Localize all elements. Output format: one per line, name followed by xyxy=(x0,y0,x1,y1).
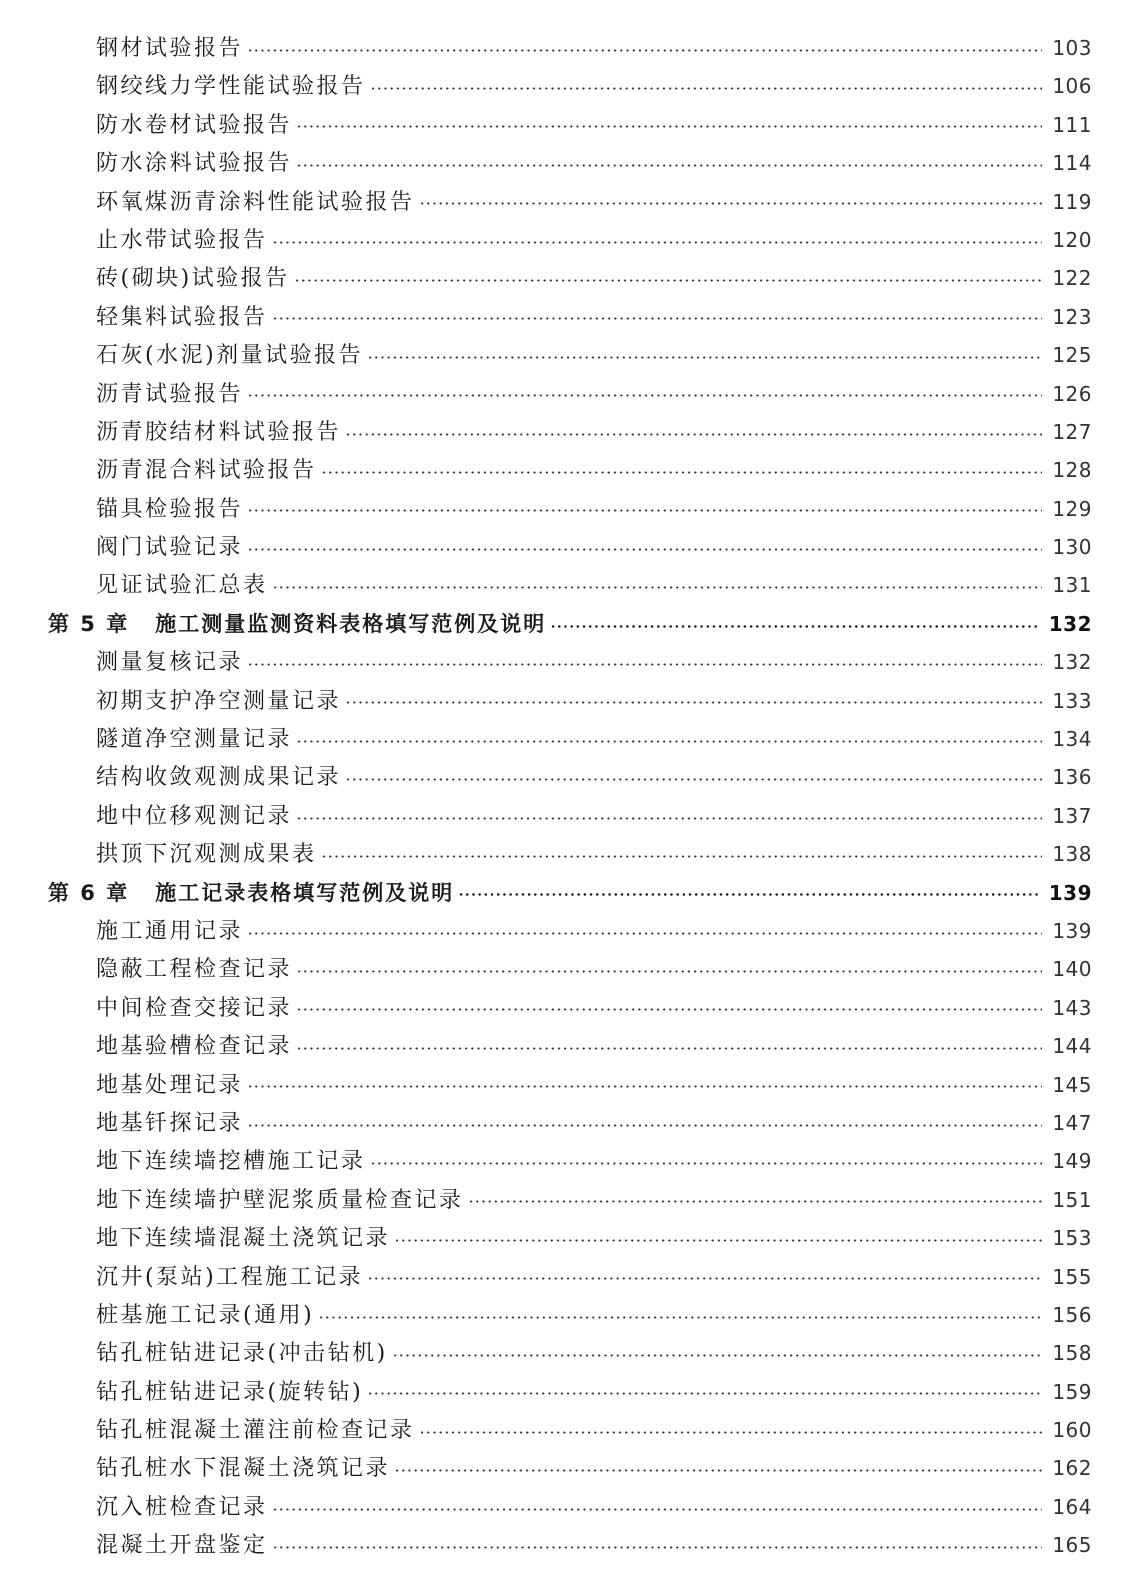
dot-leader xyxy=(272,317,1043,320)
toc-entry-row[interactable] xyxy=(0,1526,1134,1564)
page-number: 155 xyxy=(1052,1264,1092,1289)
toc-entry-row[interactable] xyxy=(0,912,1134,950)
page-number: 114 xyxy=(1052,151,1092,176)
chapter-title xyxy=(48,874,454,912)
toc-row-content xyxy=(96,29,1092,67)
entry-title: 结构收敛观测成果记录 xyxy=(96,765,342,791)
page-number: 153 xyxy=(1052,1226,1092,1251)
page-number: 130 xyxy=(1052,535,1092,560)
page-number: 151 xyxy=(1052,1187,1092,1212)
page-number: 111 xyxy=(1052,112,1092,137)
page-number: 139 xyxy=(1052,918,1092,943)
toc-row-content xyxy=(96,1334,1092,1372)
entry-title: 见证试验汇总表 xyxy=(96,573,268,599)
entry-title: 止水带试验报告 xyxy=(96,227,268,253)
dot-leader xyxy=(296,740,1042,743)
toc-row-content xyxy=(96,144,1092,182)
page-number: 137 xyxy=(1052,803,1092,828)
toc-entry-row[interactable] xyxy=(0,413,1134,451)
toc-row-content xyxy=(96,1526,1092,1564)
toc-row-content xyxy=(96,413,1092,451)
page-number: 127 xyxy=(1052,419,1092,444)
page-number: 136 xyxy=(1052,765,1092,790)
toc-entry-row[interactable] xyxy=(0,1258,1134,1296)
toc-row-content xyxy=(96,298,1092,336)
entry-title: 阀门试验记录 xyxy=(96,535,244,561)
toc-entry-row[interactable] xyxy=(0,259,1134,297)
page-number: 160 xyxy=(1052,1418,1092,1443)
toc-row-content xyxy=(96,67,1092,105)
page-number: 129 xyxy=(1052,496,1092,521)
toc-row-content xyxy=(96,1142,1092,1180)
entry-title: 拱顶下沉观测成果表 xyxy=(96,842,317,868)
chapter-title-text: 施工记录表格填写范例及说明 xyxy=(155,880,455,905)
page-number: 158 xyxy=(1052,1341,1092,1366)
page-number: 125 xyxy=(1052,343,1092,368)
entry-title: 锚具检验报告 xyxy=(96,496,244,522)
toc-row-content xyxy=(96,758,1092,796)
page-number: 144 xyxy=(1052,1034,1092,1059)
dot-leader xyxy=(296,970,1042,973)
dot-leader xyxy=(296,1008,1042,1011)
toc-chapter-row[interactable] xyxy=(0,605,1134,643)
toc-row-content xyxy=(96,566,1092,604)
dot-leader xyxy=(468,1200,1043,1203)
toc-row-content xyxy=(96,259,1092,297)
toc-row-content xyxy=(96,1104,1092,1142)
page-number: 123 xyxy=(1052,304,1092,329)
dot-leader xyxy=(550,625,1039,628)
page-number: 103 xyxy=(1052,36,1092,60)
page-number: 119 xyxy=(1052,189,1092,214)
page-number: 156 xyxy=(1052,1302,1092,1327)
page-number: 165 xyxy=(1052,1533,1092,1558)
toc-row-content xyxy=(96,1258,1092,1296)
entry-title: 钻孔桩钻进记录(旋转钻) xyxy=(96,1379,364,1405)
entry-title: 地中位移观测记录 xyxy=(96,803,293,829)
dot-leader xyxy=(296,125,1042,128)
toc-entry-row[interactable] xyxy=(0,1334,1134,1372)
page-number: 122 xyxy=(1052,266,1092,291)
entry-title: 沥青胶结材料试验报告 xyxy=(96,419,342,445)
entry-title: 钢材试验报告 xyxy=(96,36,244,61)
toc-entry-row[interactable] xyxy=(0,451,1134,489)
dot-leader xyxy=(321,471,1043,474)
dot-leader xyxy=(367,356,1042,359)
toc-row-content xyxy=(96,643,1092,681)
toc-chapter-row[interactable] xyxy=(0,874,1134,912)
toc-row-content xyxy=(96,912,1092,950)
toc-row-content xyxy=(96,451,1092,489)
entry-title: 地下连续墙护壁泥浆质量检查记录 xyxy=(96,1187,464,1213)
page-number: 131 xyxy=(1052,573,1092,598)
toc-entry-row[interactable] xyxy=(0,1373,1134,1411)
chapter-title-text: 施工测量监测资料表格填写范例及说明 xyxy=(155,611,547,636)
dot-leader xyxy=(296,817,1042,820)
dot-leader xyxy=(296,164,1042,167)
toc-row-content xyxy=(96,797,1092,835)
toc-row-content xyxy=(96,1411,1092,1449)
page-number: 132 xyxy=(1048,611,1092,636)
toc-entry-row[interactable] xyxy=(0,528,1134,566)
entry-title: 钻孔桩混凝土灌注前检查记录 xyxy=(96,1418,415,1444)
toc-entry-row[interactable] xyxy=(0,720,1134,758)
toc-entry-row[interactable] xyxy=(0,183,1134,221)
page-number: 143 xyxy=(1052,995,1092,1020)
entry-title: 钢绞线力学性能试验报告 xyxy=(96,74,366,100)
toc-row-content xyxy=(96,1181,1092,1219)
dot-leader xyxy=(247,548,1042,551)
dot-leader xyxy=(321,855,1043,858)
entry-title: 环氧煤沥青涂料性能试验报告 xyxy=(96,189,415,215)
dot-leader xyxy=(458,893,1039,896)
toc-row-content xyxy=(96,490,1092,528)
toc-row-content xyxy=(48,605,1092,643)
toc-entry-row[interactable] xyxy=(0,1104,1134,1142)
entry-title: 轻集料试验报告 xyxy=(96,304,268,330)
toc-entry-row[interactable] xyxy=(0,336,1134,374)
dot-leader xyxy=(272,586,1043,589)
dot-leader xyxy=(318,1316,1042,1319)
page-number: 149 xyxy=(1052,1149,1092,1174)
entry-title: 中间检查交接记录 xyxy=(96,995,293,1021)
entry-title: 混凝土开盘鉴定 xyxy=(96,1533,268,1559)
toc-row-content xyxy=(96,221,1092,259)
page-number: 162 xyxy=(1052,1456,1092,1481)
entry-title: 防水卷材试验报告 xyxy=(96,112,293,138)
toc-entry-row[interactable] xyxy=(0,1181,1134,1219)
entry-title: 地下连续墙混凝土浇筑记录 xyxy=(96,1226,391,1252)
toc-row-content xyxy=(96,1027,1092,1065)
toc-row-content xyxy=(96,1066,1092,1104)
page-number: 126 xyxy=(1052,381,1092,406)
entry-title: 施工通用记录 xyxy=(96,918,244,944)
entry-title: 砖(砌块)试验报告 xyxy=(96,266,290,292)
entry-title: 桩基施工记录(通用) xyxy=(96,1302,315,1328)
toc-row-content xyxy=(96,989,1092,1027)
toc-entry-row[interactable] xyxy=(0,1449,1134,1487)
toc-row-content xyxy=(96,950,1092,988)
dot-leader xyxy=(367,1277,1042,1280)
toc-entry-row[interactable] xyxy=(0,797,1134,835)
entry-title: 沥青混合料试验报告 xyxy=(96,458,317,484)
toc-entry-row[interactable] xyxy=(0,1066,1134,1104)
dot-leader xyxy=(247,509,1042,512)
toc-entry-row[interactable] xyxy=(0,67,1134,105)
toc-row-content xyxy=(96,336,1092,374)
toc-row-content xyxy=(96,835,1092,873)
dot-leader xyxy=(247,1085,1042,1088)
toc-entry-row[interactable] xyxy=(0,1219,1134,1257)
page-number: 134 xyxy=(1052,727,1092,752)
entry-title: 钻孔桩钻进记录(冲击钻机) xyxy=(96,1341,388,1367)
toc-row-content xyxy=(96,1449,1092,1487)
entry-title: 防水涂料试验报告 xyxy=(96,151,293,177)
dot-leader xyxy=(272,1508,1043,1511)
table-of-contents xyxy=(0,29,1134,1565)
page-number: 164 xyxy=(1052,1494,1092,1519)
toc-row-content xyxy=(96,1219,1092,1257)
entry-title: 沉入桩检查记录 xyxy=(96,1494,268,1520)
entry-title: 钻孔桩水下混凝土浇筑记录 xyxy=(96,1456,391,1482)
dot-leader xyxy=(394,1239,1042,1242)
toc-entry-row[interactable] xyxy=(0,375,1134,413)
dot-leader xyxy=(345,433,1042,436)
dot-leader xyxy=(294,279,1043,282)
toc-entry-row[interactable] xyxy=(0,221,1134,259)
entry-title: 地下连续墙挖槽施工记录 xyxy=(96,1149,366,1175)
dot-leader xyxy=(392,1354,1043,1357)
entry-title: 地基处理记录 xyxy=(96,1072,244,1098)
dot-leader xyxy=(419,202,1043,205)
toc-entry-row[interactable] xyxy=(0,835,1134,873)
toc-entry-row[interactable] xyxy=(0,950,1134,988)
dot-leader xyxy=(272,1546,1043,1549)
toc-row-content xyxy=(96,720,1092,758)
entry-title: 隐蔽工程检查记录 xyxy=(96,957,293,983)
toc-entry-row[interactable] xyxy=(0,566,1134,604)
page-number: 138 xyxy=(1052,842,1092,867)
toc-row-content xyxy=(96,1296,1092,1334)
toc-entry-row[interactable] xyxy=(0,682,1134,720)
dot-leader xyxy=(419,1431,1043,1434)
toc-entry-row[interactable] xyxy=(0,1411,1134,1449)
toc-entry-row[interactable] xyxy=(0,29,1134,67)
entry-title: 隧道净空测量记录 xyxy=(96,727,293,753)
page-number: 140 xyxy=(1052,957,1092,982)
toc-entry-row[interactable] xyxy=(0,1027,1134,1065)
toc-row-content xyxy=(96,106,1092,144)
dot-leader xyxy=(370,1162,1043,1165)
toc-row-content xyxy=(48,874,1092,912)
toc-entry-row[interactable] xyxy=(0,106,1134,144)
toc-row-content xyxy=(96,528,1092,566)
page-number: 120 xyxy=(1052,227,1092,252)
toc-entry-row[interactable] xyxy=(0,989,1134,1027)
toc-entry-row[interactable] xyxy=(0,1142,1134,1180)
page-number: 132 xyxy=(1052,650,1092,675)
dot-leader xyxy=(247,49,1042,52)
dot-leader xyxy=(394,1469,1042,1472)
dot-leader xyxy=(272,241,1043,244)
dot-leader xyxy=(247,394,1042,397)
entry-title: 初期支护净空测量记录 xyxy=(96,688,342,714)
toc-entry-row[interactable] xyxy=(0,1296,1134,1334)
dot-leader xyxy=(370,87,1043,90)
page-number: 139 xyxy=(1048,880,1092,905)
toc-row-content xyxy=(96,1488,1092,1526)
page-number: 147 xyxy=(1052,1110,1092,1135)
entry-title: 沉井(泵站)工程施工记录 xyxy=(96,1264,364,1290)
dot-leader xyxy=(345,778,1042,781)
toc-row-content xyxy=(96,1373,1092,1411)
entry-title: 石灰(水泥)剂量试验报告 xyxy=(96,343,364,369)
dot-leader xyxy=(367,1392,1042,1395)
entry-title: 沥青试验报告 xyxy=(96,381,244,407)
chapter-title xyxy=(48,605,546,643)
toc-entry-row[interactable] xyxy=(0,144,1134,182)
page-number: 145 xyxy=(1052,1072,1092,1097)
entry-title: 地基钎探记录 xyxy=(96,1110,244,1136)
page-number: 133 xyxy=(1052,688,1092,713)
toc-entry-row[interactable] xyxy=(0,758,1134,796)
dot-leader xyxy=(345,701,1042,704)
toc-entry-row[interactable] xyxy=(0,298,1134,336)
toc-entry-row[interactable] xyxy=(0,643,1134,681)
toc-row-content xyxy=(96,183,1092,221)
page-number: 106 xyxy=(1052,74,1092,99)
entry-title: 地基验槽检查记录 xyxy=(96,1034,293,1060)
toc-entry-row[interactable] xyxy=(0,490,1134,528)
dot-leader xyxy=(247,1124,1042,1127)
entry-title: 测量复核记录 xyxy=(96,650,244,676)
chapter-number: 第 5 章 xyxy=(48,611,130,636)
dot-leader xyxy=(296,1047,1042,1050)
dot-leader xyxy=(247,932,1042,935)
toc-entry-row[interactable] xyxy=(0,1488,1134,1526)
dot-leader xyxy=(247,663,1042,666)
page-number: 159 xyxy=(1052,1379,1092,1404)
page-number: 128 xyxy=(1052,458,1092,483)
chapter-number: 第 6 章 xyxy=(48,880,130,905)
toc-row-content xyxy=(96,375,1092,413)
toc-row-content xyxy=(96,682,1092,720)
